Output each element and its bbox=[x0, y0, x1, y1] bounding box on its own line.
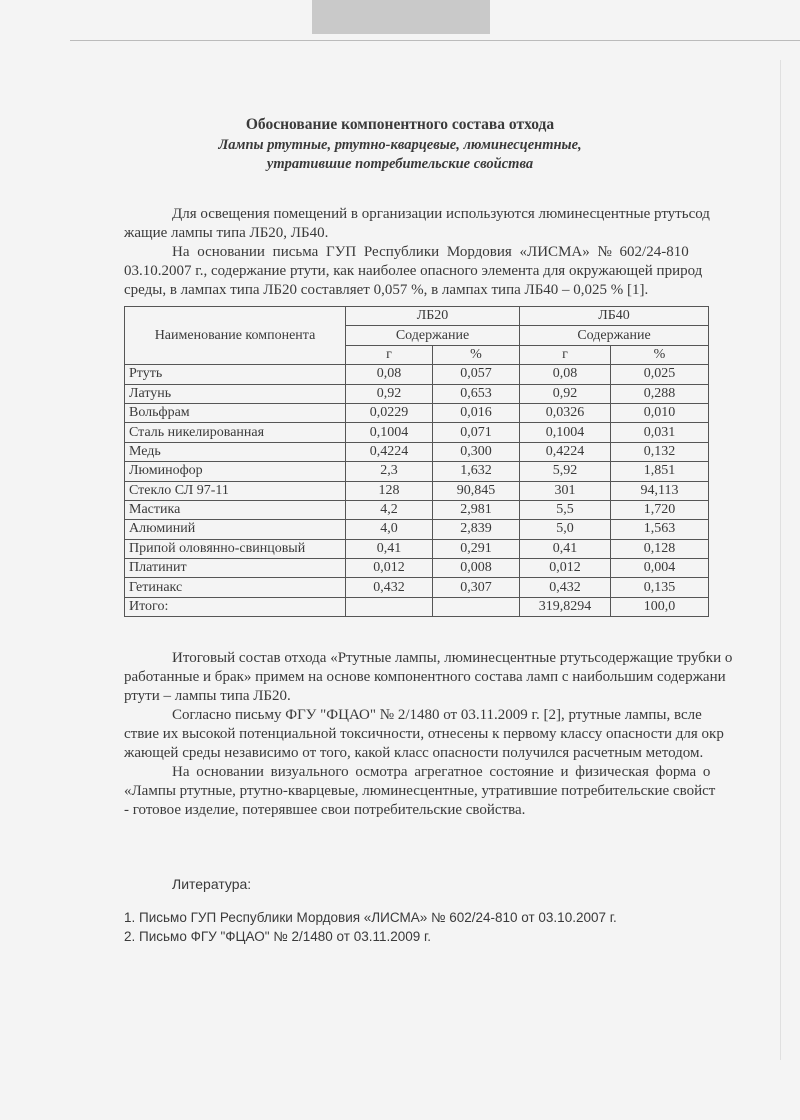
para3-line: работанные и брак» примем на основе компонентного состава ламп с наибольшим содержани bbox=[124, 669, 726, 685]
component-value bbox=[433, 597, 520, 616]
component-name: Платинит bbox=[125, 559, 346, 578]
component-value: 319,8294 bbox=[520, 597, 611, 616]
component-value: 4,0 bbox=[346, 520, 433, 539]
component-value: 0,41 bbox=[520, 539, 611, 558]
component-name: Вольфрам bbox=[125, 403, 346, 422]
component-name: Алюминий bbox=[125, 520, 346, 539]
component-value: 0,08 bbox=[346, 365, 433, 384]
component-value: 0,012 bbox=[346, 559, 433, 578]
para3-line: Итоговый состав отхода «Ртутные лампы, люминесцентные ртутьсодержащие трубки о bbox=[172, 650, 733, 666]
component-value: 0,1004 bbox=[346, 423, 433, 442]
component-value: 0,135 bbox=[611, 578, 709, 597]
component-name: Стекло СЛ 97-11 bbox=[125, 481, 346, 500]
component-value: 0,307 bbox=[433, 578, 520, 597]
component-value: 4,2 bbox=[346, 500, 433, 519]
component-value bbox=[346, 597, 433, 616]
para3-line: ртути – лампы типа ЛБ20. bbox=[124, 688, 291, 704]
component-value: 0,025 bbox=[611, 365, 709, 384]
component-value: 1,851 bbox=[611, 462, 709, 481]
table-row bbox=[125, 481, 709, 500]
table-row bbox=[125, 403, 709, 422]
component-value: 0,432 bbox=[520, 578, 611, 597]
header-content: Содержание bbox=[346, 326, 520, 345]
reference-item: 1. Письмо ГУП Республики Мордовия «ЛИСМА» № 602/24-810 от 03.10.2007 г. bbox=[124, 910, 617, 925]
header-name: Наименование компонента bbox=[125, 307, 346, 365]
component-value: 5,0 bbox=[520, 520, 611, 539]
para1-line: Для освещения помещений в организации используются люминесцентные ртутьсод bbox=[172, 206, 710, 222]
component-name: Латунь bbox=[125, 384, 346, 403]
component-value: 0,031 bbox=[611, 423, 709, 442]
component-value: 5,92 bbox=[520, 462, 611, 481]
scan-artifact bbox=[312, 0, 490, 34]
component-value: 0,0229 bbox=[346, 403, 433, 422]
component-value: 0,92 bbox=[520, 384, 611, 403]
component-name: Мастика bbox=[125, 500, 346, 519]
component-name: Люминофор bbox=[125, 462, 346, 481]
scan-fold bbox=[780, 60, 781, 1060]
component-value: 0,92 bbox=[346, 384, 433, 403]
table-row bbox=[125, 365, 709, 384]
component-value: 0,016 bbox=[433, 403, 520, 422]
table-row bbox=[125, 500, 709, 519]
header-unit: % bbox=[611, 345, 709, 364]
component-value: 0,008 bbox=[433, 559, 520, 578]
para5-line: «Лампы ртутные, ртутно-кварцевые, люминесцентные, утратившие потребительские свойст bbox=[124, 783, 716, 799]
component-value: 94,113 bbox=[611, 481, 709, 500]
table-row bbox=[125, 423, 709, 442]
component-value: 2,839 bbox=[433, 520, 520, 539]
component-name: Итого: bbox=[125, 597, 346, 616]
components-table bbox=[124, 306, 709, 617]
doc-subtitle-1: Лампы ртутные, ртутно-кварцевые, люминесцентные, bbox=[218, 137, 582, 153]
doc-subtitle-2: утратившие потребительские свойства bbox=[266, 156, 534, 172]
component-value: 0,41 bbox=[346, 539, 433, 558]
doc-title: Обоснование компонентного состава отхода bbox=[245, 116, 555, 133]
header-unit: % bbox=[433, 345, 520, 364]
component-value: 1,632 bbox=[433, 462, 520, 481]
component-value: 1,563 bbox=[611, 520, 709, 539]
component-value: 0,128 bbox=[611, 539, 709, 558]
component-name: Гетинакс bbox=[125, 578, 346, 597]
component-value: 0,4224 bbox=[346, 442, 433, 461]
reference-item: 2. Письмо ФГУ "ФЦАО" № 2/1480 от 03.11.2009 г. bbox=[124, 929, 432, 944]
component-value: 5,5 bbox=[520, 500, 611, 519]
para4-line: Согласно письму ФГУ "ФЦАО" № 2/1480 от 03.11.2009 г. [2], ртутные лампы, всле bbox=[172, 707, 702, 723]
component-value: 0,291 bbox=[433, 539, 520, 558]
component-value: 0,1004 bbox=[520, 423, 611, 442]
component-value: 0,4224 bbox=[520, 442, 611, 461]
para5-line: - готовое изделие, потерявшее свои потребительские свойства. bbox=[124, 802, 526, 818]
literature-heading: Литература: bbox=[172, 876, 252, 892]
table-row bbox=[125, 578, 709, 597]
para2-line: На основании письма ГУП Республики Мордовия «ЛИСМА» № 602/24-810 bbox=[172, 244, 689, 260]
table-row bbox=[125, 442, 709, 461]
component-value: 100,0 bbox=[611, 597, 709, 616]
component-value: 1,720 bbox=[611, 500, 709, 519]
component-value: 0,132 bbox=[611, 442, 709, 461]
component-value: 0,288 bbox=[611, 384, 709, 403]
component-name: Медь bbox=[125, 442, 346, 461]
component-value: 0,08 bbox=[520, 365, 611, 384]
para5-line: На основании визуального осмотра агрегатное состояние и физическая форма о bbox=[172, 764, 711, 780]
table-row bbox=[125, 462, 709, 481]
header-unit: г bbox=[346, 345, 433, 364]
component-name: Ртуть bbox=[125, 365, 346, 384]
header-group: ЛБ40 bbox=[520, 307, 709, 326]
component-value: 2,981 bbox=[433, 500, 520, 519]
table-row bbox=[125, 539, 709, 558]
header-group: ЛБ20 bbox=[346, 307, 520, 326]
header-unit: г bbox=[520, 345, 611, 364]
component-value: 0,004 bbox=[611, 559, 709, 578]
para4-line: ствие их высокой потенциальной токсичности, отнесены к первому классу опасности для окр bbox=[124, 726, 724, 742]
component-value: 2,3 bbox=[346, 462, 433, 481]
component-value: 0,057 bbox=[433, 365, 520, 384]
component-value: 128 bbox=[346, 481, 433, 500]
table-row bbox=[125, 384, 709, 403]
component-value: 0,300 bbox=[433, 442, 520, 461]
para2-line: 03.10.2007 г., содержание ртути, как наиболее опасного элемента для окружающей природ bbox=[124, 263, 703, 279]
component-value: 0,0326 bbox=[520, 403, 611, 422]
component-value: 0,010 bbox=[611, 403, 709, 422]
para2-line: среды, в лампах типа ЛБ20 составляет 0,057 %, в лампах типа ЛБ40 – 0,025 % [1]. bbox=[124, 282, 649, 298]
page-edge bbox=[70, 40, 800, 41]
para4-line: жающей среды независимо от того, какой класс опасности получился расчетным методом. bbox=[124, 745, 704, 761]
component-name: Сталь никелированная bbox=[125, 423, 346, 442]
component-name: Припой оловянно-свинцовый bbox=[125, 539, 346, 558]
component-value: 90,845 bbox=[433, 481, 520, 500]
table-row bbox=[125, 597, 709, 616]
table-row bbox=[125, 559, 709, 578]
table-row bbox=[125, 520, 709, 539]
component-value: 0,653 bbox=[433, 384, 520, 403]
component-value: 0,012 bbox=[520, 559, 611, 578]
component-value: 301 bbox=[520, 481, 611, 500]
header-content: Содержание bbox=[520, 326, 709, 345]
component-value: 0,432 bbox=[346, 578, 433, 597]
para1-line: жащие лампы типа ЛБ20, ЛБ40. bbox=[124, 225, 329, 241]
component-value: 0,071 bbox=[433, 423, 520, 442]
